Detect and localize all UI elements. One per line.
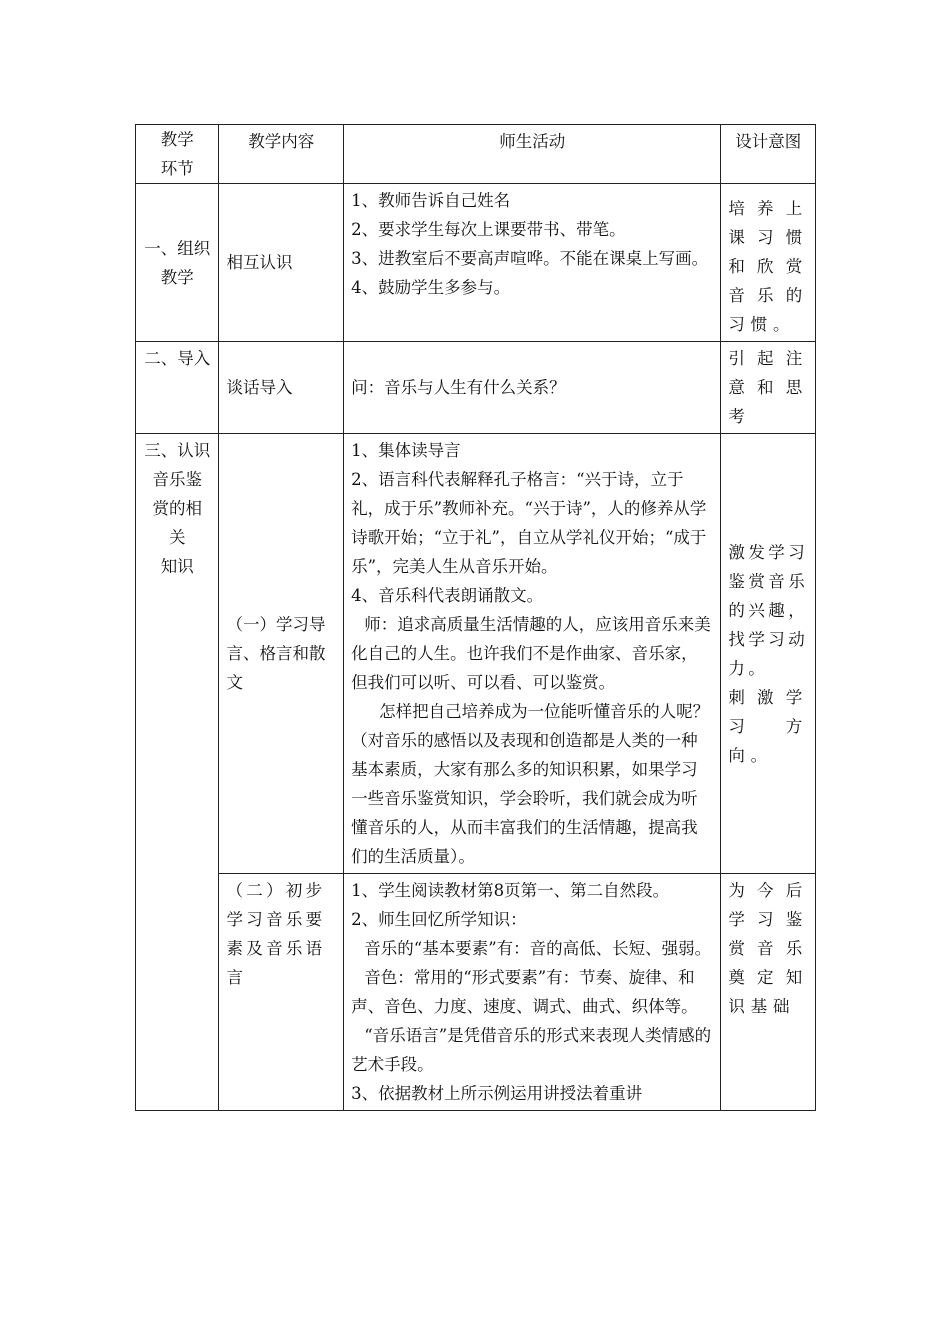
segment-line: 三、认识	[144, 441, 211, 460]
content-cell	[219, 874, 344, 1111]
activity-line: 2、要求学生每次上课要带书、带笔。	[351, 220, 626, 239]
activity-line: 3、进教室后不要高声喧哗。不能在课桌上写画。	[351, 249, 709, 268]
activity-line: 问：音乐与人生有什么关系？	[351, 378, 566, 397]
content-cell	[219, 184, 344, 342]
activity-line: 3、依据教材上所示例运用讲授法着重讲	[351, 1084, 643, 1103]
activity-line: 4、音乐科代表朗诵散文。	[351, 586, 544, 605]
intent-cell	[721, 184, 816, 342]
segment-line: 音乐鉴	[152, 470, 202, 489]
intent-cell	[721, 434, 816, 874]
segment-line: 一、组织	[144, 238, 211, 258]
lesson-plan-table	[135, 124, 816, 1111]
activity-line: 4、鼓励学生多参与。	[351, 278, 511, 297]
content-text: （一）学习导言、格言和散文	[226, 615, 326, 692]
header-row	[136, 125, 816, 184]
activity-line: 怎样把自己培养成为一位能听懂音乐的人呢？（对音乐的感悟以及表现和创造都是人类的一种基本素质，大家有那么多的知识积累，如果学习一些音乐鉴赏知识，学会聆听，我们就会成为听懂音乐的人，从而丰富我们的生活情趣，提高我们的生活质量）。	[351, 702, 710, 866]
header-intent: 设计意图	[721, 125, 816, 184]
intent-text: 刺激学习方向。	[728, 687, 808, 765]
table-row	[136, 434, 816, 874]
segment-line: 二、导入	[144, 349, 211, 368]
activity-line: 1、集体读导言	[351, 441, 461, 460]
intent-cell	[721, 342, 816, 434]
activities-cell	[344, 434, 721, 874]
activity-line: 1、学生阅读教材第8页第一、第二自然段。	[351, 881, 670, 900]
content-text: 谈话导入	[226, 378, 293, 397]
intent-text: 培养上课习惯和欣赏音乐的习惯。	[728, 199, 808, 334]
segment-cell	[136, 184, 219, 342]
header-content: 教学内容	[219, 125, 344, 184]
activity-line: 师：追求高质量生活情趣的人，应该用音乐来美化自己的人生。也许我们不是作曲家、音乐家，但我们可以听、可以看、可以鉴赏。	[351, 615, 711, 692]
activity-line: “音乐语言”是凭借音乐的形式来表现人类情感的艺术手段。	[351, 1026, 712, 1074]
activity-line: 2、语言科代表解释孔子格言：“兴于诗，立于礼，成于乐”教师补充。“兴于诗”，人的修养从学诗歌开始；“立于礼”，自立从学礼仪开始；“成于乐”，完美人生从音乐开始。	[351, 470, 707, 576]
segment-line: 关	[168, 528, 186, 547]
header-activities: 师生活动	[344, 125, 721, 184]
activities-cell	[344, 184, 721, 342]
table-row	[136, 342, 816, 434]
intent-text: 激发学习鉴赏音乐的兴趣，找学习动力。	[728, 542, 808, 678]
segment-line: 教学	[160, 267, 194, 287]
segment-line: 知识	[160, 557, 194, 576]
activities-cell	[344, 342, 721, 434]
activity-line: 1、教师告诉自己姓名	[351, 191, 511, 210]
activity-line: 音乐的“基本要素”有：音的高低、长短、强弱。	[364, 939, 712, 958]
table-row	[136, 184, 816, 342]
content-text: （二）初步学习音乐要素及音乐语言	[226, 881, 326, 987]
table-row	[136, 874, 816, 1111]
content-cell	[219, 342, 344, 434]
activities-cell	[344, 874, 721, 1111]
content-cell	[219, 434, 344, 874]
content-text: 相互认识	[226, 253, 293, 272]
activity-line: 音色：常用的“形式要素”有：节奏、旋律、和声、音色、力度、速度、调式、曲式、织体等。	[351, 968, 698, 1016]
intent-text: 为今后学习鉴赏音乐奠定知识基础	[728, 881, 808, 1016]
segment-cell	[136, 342, 219, 434]
activity-line: 2、师生回忆所学知识：	[351, 910, 527, 929]
segment-cell	[136, 434, 219, 1111]
header-segment: 教学环节	[136, 125, 219, 184]
intent-cell	[721, 874, 816, 1111]
intent-text: 引起注意和思考	[728, 349, 808, 426]
segment-line: 赏的相	[152, 499, 202, 518]
